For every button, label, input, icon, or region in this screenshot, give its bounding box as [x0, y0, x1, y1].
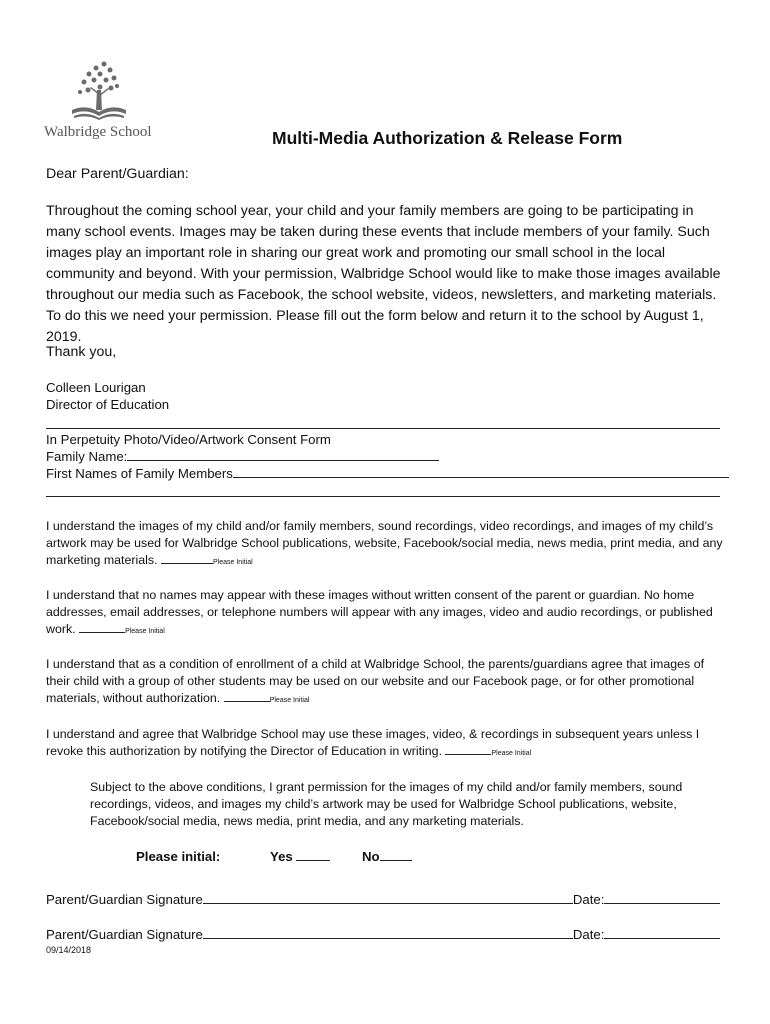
- first-names-row: [46, 466, 729, 481]
- please-initial-label: Please initial:: [136, 849, 221, 864]
- no-label: No: [362, 849, 380, 864]
- date-label-1: Date:: [572, 892, 605, 907]
- signer-name: Colleen Lourigan: [46, 380, 146, 395]
- date-label-2: Date:: [572, 927, 605, 942]
- family-name-field[interactable]: [127, 450, 439, 461]
- first-names-field[interactable]: [233, 467, 729, 478]
- signature-label-1: Parent/Guardian Signature: [46, 892, 203, 907]
- initial-label-4: Please Initial: [491, 750, 532, 757]
- greeting: Dear Parent/Guardian:: [46, 166, 189, 182]
- initial-field-1[interactable]: [161, 553, 213, 564]
- clause-3: [46, 656, 726, 709]
- yes-initial-field[interactable]: [296, 850, 330, 861]
- tree-book-icon: [44, 60, 164, 130]
- first-names-label: First Names of Family Members: [46, 466, 233, 481]
- signature-row-2: [46, 927, 720, 942]
- school-name: Walbridge School: [44, 124, 152, 140]
- yes-label: Yes: [270, 849, 293, 864]
- signature-label-2: Parent/Guardian Signature: [46, 927, 203, 942]
- clause-4-text: I understand and agree that Walbridge School may use these images, video, & recordings in subsequent years unless I revoke this authorization by notifying the Director of Education in writing.: [46, 727, 700, 758]
- no-option: [362, 849, 412, 864]
- intro-paragraph: Throughout the coming school year, your child and your family members are going to be participating in many school events. Images may be taken during these events that include members of your family. Such images play an important role in sharing our great work and promoting our small school in the local community and beyond. With your permission, Walbridge School would like to make those images available throughout our media such as Facebook, the school website, videos, newsletters, and marketing materials. To do this we need your permission. Please fill out the form below and return it to the school by August 1, 2019.: [46, 203, 721, 345]
- divider-line: [46, 428, 720, 429]
- date-field-1[interactable]: [604, 893, 720, 904]
- no-initial-field[interactable]: [380, 850, 412, 861]
- consent-heading: In Perpetuity Photo/Video/Artwork Consent Form: [46, 432, 331, 447]
- initial-field-4[interactable]: [445, 744, 491, 755]
- page-title: Multi-Media Authorization & Release Form: [272, 128, 623, 148]
- subject-paragraph: Subject to the above conditions, I grant permission for the images of my child and/or family members, sound recordings, videos, and images my child’s artwork may be used for Walbridge School publications, website, Facebook/social media, news media, print media, and any marketing materials.: [90, 780, 683, 828]
- clause-2-text: I understand that no names may appear with these images without written consent of the parent or guardian. No home addresses, email addresses, or telephone numbers will appear with any images, video and audio recordings, or published work.: [46, 588, 713, 636]
- clause-1-text: I understand the images of my child and/or family members, sound recordings, video recordings, and images of my child’s artwork may be used for Walbridge School publications, website, Facebook/social media, news media, print media, and any marketing materials.: [46, 519, 723, 567]
- clause-2: [46, 587, 726, 640]
- signature-field-2[interactable]: [203, 928, 573, 939]
- thanks-text: Thank you,: [46, 344, 117, 360]
- initial-field-3[interactable]: [224, 691, 270, 702]
- school-logo: [44, 60, 164, 150]
- initial-label-3: Please Initial: [269, 697, 310, 704]
- initial-field-2[interactable]: [79, 622, 125, 633]
- clause-1: [46, 518, 726, 571]
- clause-4: [46, 726, 726, 762]
- first-names-field-continued[interactable]: [46, 496, 720, 497]
- family-name-label: Family Name:: [46, 449, 128, 464]
- signature-row-1: [46, 892, 720, 907]
- signature-field-1[interactable]: [203, 893, 573, 904]
- initial-label-1: Please Initial: [213, 559, 253, 566]
- yes-option: [270, 849, 330, 864]
- date-field-2[interactable]: [604, 928, 720, 939]
- initial-label-2: Please Initial: [125, 628, 165, 635]
- family-name-row: [46, 449, 439, 464]
- clause-3-text: I understand that as a condition of enrollment of a child at Walbridge School, the parents/guardians agree that images of their child with a group of other students may be used on our website and our Facebook page, or for other promotional materials, without authorization.: [46, 657, 705, 705]
- form-version-date: 09/14/2018: [46, 945, 92, 955]
- signer-title: Director of Education: [46, 397, 170, 412]
